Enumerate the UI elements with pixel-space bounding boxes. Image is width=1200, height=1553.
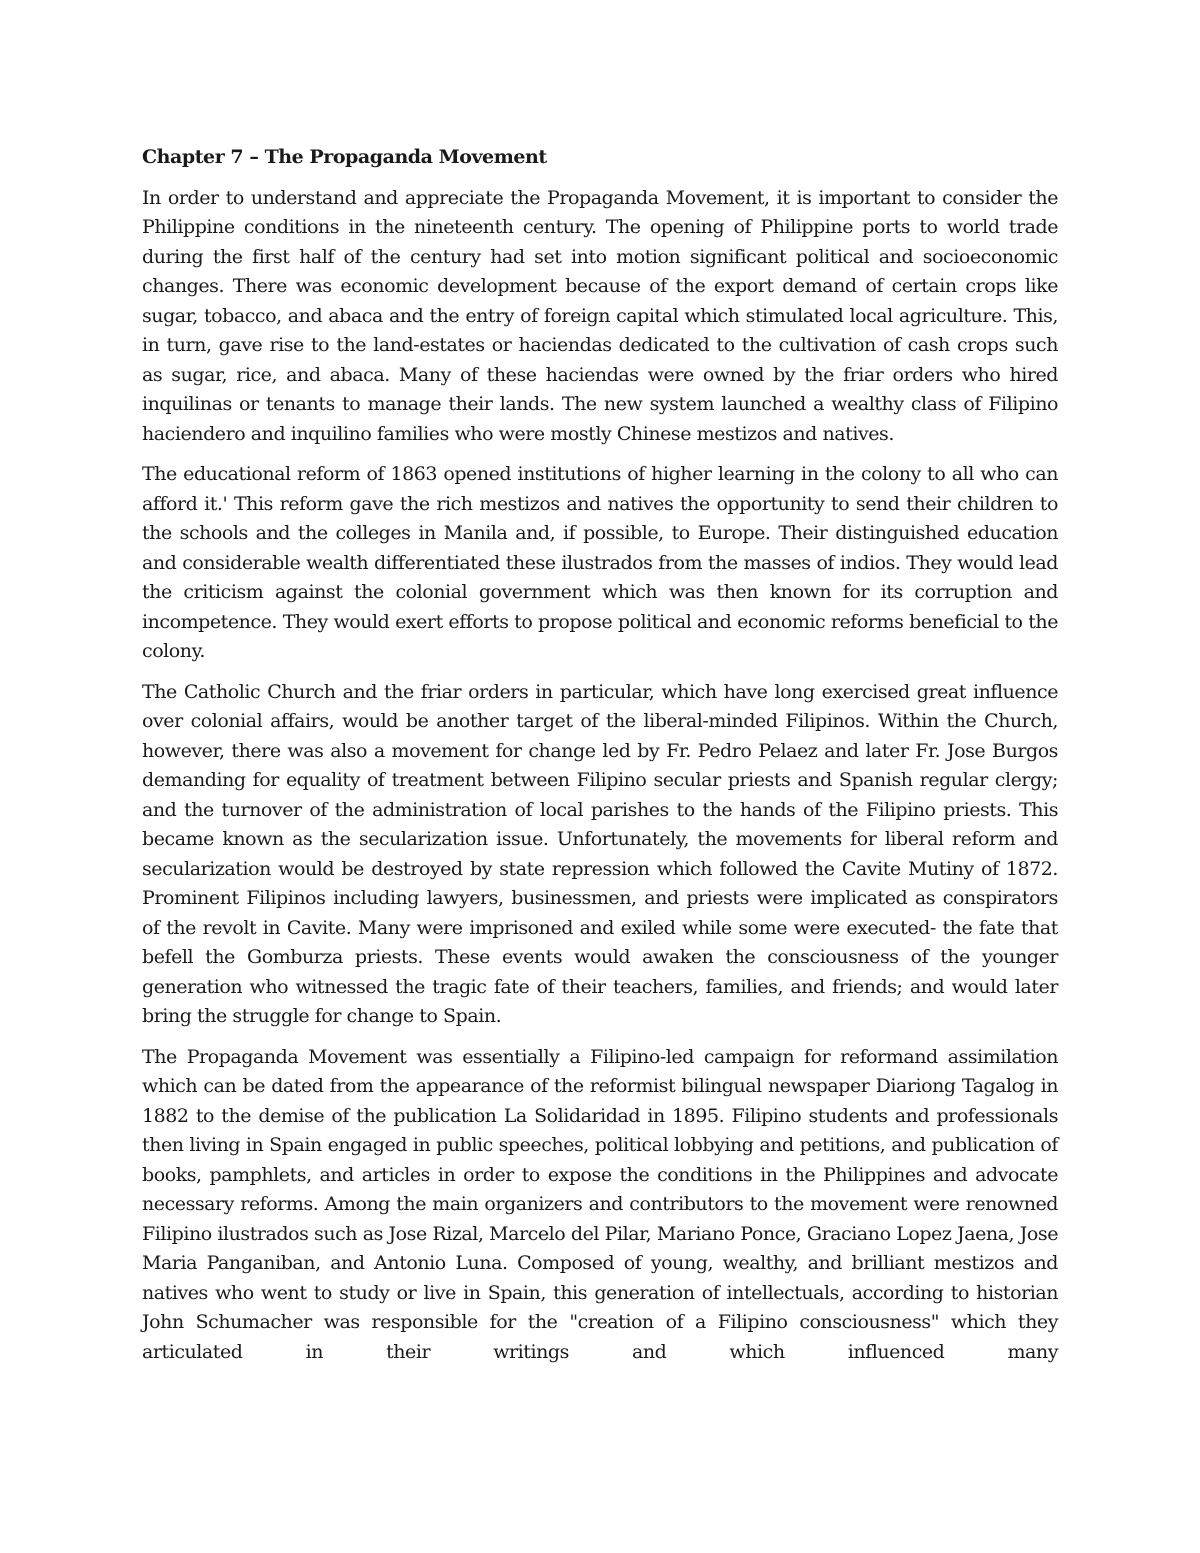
chapter-title: Chapter 7 – The Propaganda Movement: [142, 146, 547, 168]
paragraph-1: In order to understand and appreciate the Propaganda Movement, it is important to consider the Philippine conditions in the nineteenth century. The opening of Philippine ports to world trade during the first half of the century had set into motion significant political and socioeconomic changes. There was economic development because of the export demand of certain crops like sugar, tobacco, and abaca and the entry of foreign capital which stimulated local agriculture. This, in turn, gave rise to the land-estates or haciendas dedicated to the cultivation of cash crops such as sugar, rice, and abaca. Many of these haciendas were owned by the friar orders who hired inquilinas or tenants to manage their lands. The new system launched a wealthy class of Filipino haciendero and inquilino families who were mostly Chinese mestizos and natives.: [142, 186, 1058, 445]
paragraph-2: The educational reform of 1863 opened institutions of higher learning in the colony to all who can afford it.' This reform gave the rich mestizos and natives the opportunity to send their children to the schools and the colleges in Manila and, if possible, to Europe. Their distinguished education and considerable wealth differentiated these ilustrados from the masses of indios. They would lead the criticism against the colonial government which was then known for its corruption and incompetence. They would exert efforts to propose political and economic reforms beneficial to the colony.: [142, 463, 1058, 662]
document-body: [142, 143, 1058, 1378]
paragraph-3: The Catholic Church and the friar orders in particular, which have long exercised great influence over colonial affairs, would be another target of the liberal-minded Filipinos. Within the Church, however, there was also a movement for change led by Fr. Pedro Pelaez and later Fr. Jose Burgos demanding for equality of treatment between Filipino secular priests and Spanish regular clergy; and the turnover of the administration of local parishes to the hands of the Filipino priests. This became known as the secularization issue. Unfortunately, the movements for liberal reform and secularization would be destroyed by state repression which followed the Cavite Mutiny of 1872. Prominent Filipinos including lawyers, businessmen, and priests were implicated as conspirators of the revolt in Cavite. Many were imprisoned and exiled while some were executed- the fate that befell the Gomburza priests. These events would awaken the consciousness of the younger generation who witnessed the tragic fate of their teachers, families, and friends; and would later bring the struggle for change to Spain.: [142, 680, 1058, 1027]
paragraph-4: The Propaganda Movement was essentially a Filipino-led campaign for reformand assimilation which can be dated from the appearance of the reformist bilingual newspaper Diariong Tagalog in 1882 to the demise of the publication La Solidaridad in 1895. Filipino students and professionals then living in Spain engaged in public speeches, political lobbying and petitions, and publication of books, pamphlets, and articles in order to expose the conditions in the Philippines and advocate necessary reforms. Among the main organizers and contributors to the movement were renowned Filipino ilustrados such as Jose Rizal, Marcelo del Pilar, Mariano Ponce, Graciano Lopez Jaena, Jose Maria Panganiban, and Antonio Luna. Composed of young, wealthy, and brilliant mestizos and natives who went to study or live in Spain, this generation of intellectuals, according to historian John Schumacher was responsible for the "creation of a Filipino consciousness" which they articulated in their writings and which influenced many: [142, 1045, 1058, 1363]
